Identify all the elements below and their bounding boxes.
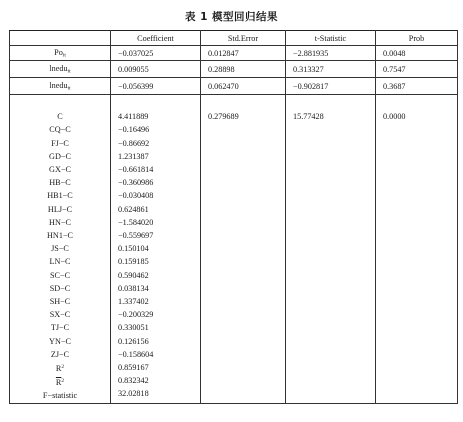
effect-label: YN−C [49, 336, 71, 346]
effects-coefficient-stack [118, 97, 200, 401]
const-prob-stack [383, 97, 457, 123]
effect-label: TJ−C [50, 323, 70, 333]
effect-coefficient: −1.584020 [118, 217, 154, 227]
effect-label: ZJ−C [50, 349, 70, 359]
coefficient-cell: −0.037025 [111, 46, 201, 61]
const-prob-column [376, 95, 458, 404]
variable-label [10, 78, 111, 95]
effect-label: HLJ−C [47, 204, 73, 214]
variable-label-subscript: it [67, 85, 71, 92]
std-error-cell: 0.062470 [201, 78, 286, 95]
effects-label-column [10, 95, 111, 404]
coefficient-cell: −0.056399 [111, 78, 201, 95]
stat-value: 0.859167 [118, 363, 149, 373]
effect-coefficient: 1.337402 [118, 297, 149, 307]
header-std-error: Std.Error [201, 31, 286, 46]
table-row [10, 46, 458, 61]
variable-label-base: Po [54, 47, 63, 57]
header-variable [10, 31, 111, 46]
header-coefficient: Coefficient [111, 31, 201, 46]
const-std-error: 0.279689 [208, 112, 239, 122]
stat-label [10, 361, 110, 375]
const-std-error-column [201, 95, 286, 404]
effect-coefficient: −0.661814 [118, 165, 154, 174]
effect-coefficient: 0.126156 [118, 336, 149, 346]
effect-label: FJ−C [51, 138, 69, 148]
effect-coefficient: −0.86692 [118, 138, 150, 148]
header-row [10, 31, 458, 46]
effect-label: HB1−C [47, 191, 73, 201]
stat-label-base: F−statistic [42, 391, 78, 401]
const-prob: 0.0000 [383, 112, 406, 122]
table-caption: 表 1 模型回归结果 [184, 11, 279, 23]
table-row [10, 61, 458, 78]
t-statistic-cell: 0.313327 [286, 61, 376, 78]
const-label: C [57, 112, 63, 122]
effect-label: SD−C [49, 283, 71, 293]
effect-coefficient: 0.159185 [118, 257, 149, 267]
effect-label: HN1−C [47, 231, 73, 241]
effects-coefficient-column [111, 95, 201, 404]
prob-cell: 0.3687 [376, 78, 458, 95]
stat-label-superscript: 2 [61, 364, 65, 371]
effect-label: SC−C [49, 270, 71, 280]
effect-coefficient: 0.330051 [118, 323, 149, 333]
effect-label: SH−C [49, 297, 71, 307]
header-prob: Prob [376, 31, 458, 46]
effect-label: SX−C [49, 310, 71, 320]
effect-label: CQ−C [49, 125, 71, 135]
prob-cell: 0.0048 [376, 46, 458, 61]
effect-coefficient: −0.030408 [118, 191, 154, 201]
effect-label: LN−C [49, 257, 71, 267]
effect-label: HN−C [49, 217, 71, 227]
effect-label: GD−C [49, 151, 71, 161]
variable-label-base: lnedu [49, 80, 68, 90]
stat-value: 0.832342 [118, 376, 149, 386]
effect-label: GX−C [49, 165, 71, 174]
effects-block [10, 95, 458, 404]
effect-coefficient: −0.559697 [118, 231, 154, 241]
stat-label-superscript: 2 [61, 378, 65, 385]
effect-label: JS−C [51, 244, 69, 254]
effect-coefficient: −0.200329 [118, 310, 154, 320]
effect-coefficient: 0.624861 [118, 204, 149, 214]
header-t-statistic: t-Statistic [286, 31, 376, 46]
stat-label [10, 389, 110, 402]
variable-label-subscript: it [67, 68, 71, 75]
effects-label-stack [10, 97, 110, 403]
std-error-cell: 0.28898 [201, 61, 286, 78]
variable-label-base: lnedu [49, 63, 68, 73]
effect-coefficient: 0.590462 [118, 270, 149, 280]
stat-label-base: $\overline{R}$ [55, 378, 62, 388]
const-coefficient: 4.411889 [118, 112, 149, 122]
variable-label-subscript: it [62, 52, 66, 59]
effect-coefficient: 0.150104 [118, 244, 149, 254]
t-statistic-cell: −2.881935 [286, 46, 376, 61]
std-error-cell: 0.012847 [201, 46, 286, 61]
spacer-line [10, 97, 110, 110]
effect-coefficient: 1.231387 [118, 151, 149, 161]
effect-coefficient: 0.038134 [118, 283, 149, 293]
stat-label [10, 375, 110, 389]
effect-label: HB−C [49, 178, 71, 188]
prob-cell: 0.7547 [376, 61, 458, 78]
effect-coefficient: −0.158604 [118, 349, 154, 359]
variable-label [10, 61, 111, 78]
effect-coefficient: −0.16496 [118, 125, 150, 135]
table-row [10, 78, 458, 95]
regression-table [9, 30, 458, 404]
effect-coefficient: −0.360986 [118, 178, 154, 188]
variable-label [10, 46, 111, 61]
t-statistic-cell: −0.902817 [286, 78, 376, 95]
stat-label-base: R [55, 364, 62, 374]
const-std-error-stack [208, 97, 285, 123]
const-t-statistic: 15.77428 [293, 112, 324, 122]
const-t-statistic-stack [293, 97, 375, 123]
stat-value: 32.02818 [118, 389, 149, 399]
coefficient-cell: 0.009055 [111, 61, 201, 78]
spacer-line [118, 97, 200, 110]
const-t-statistic-column [286, 95, 376, 404]
